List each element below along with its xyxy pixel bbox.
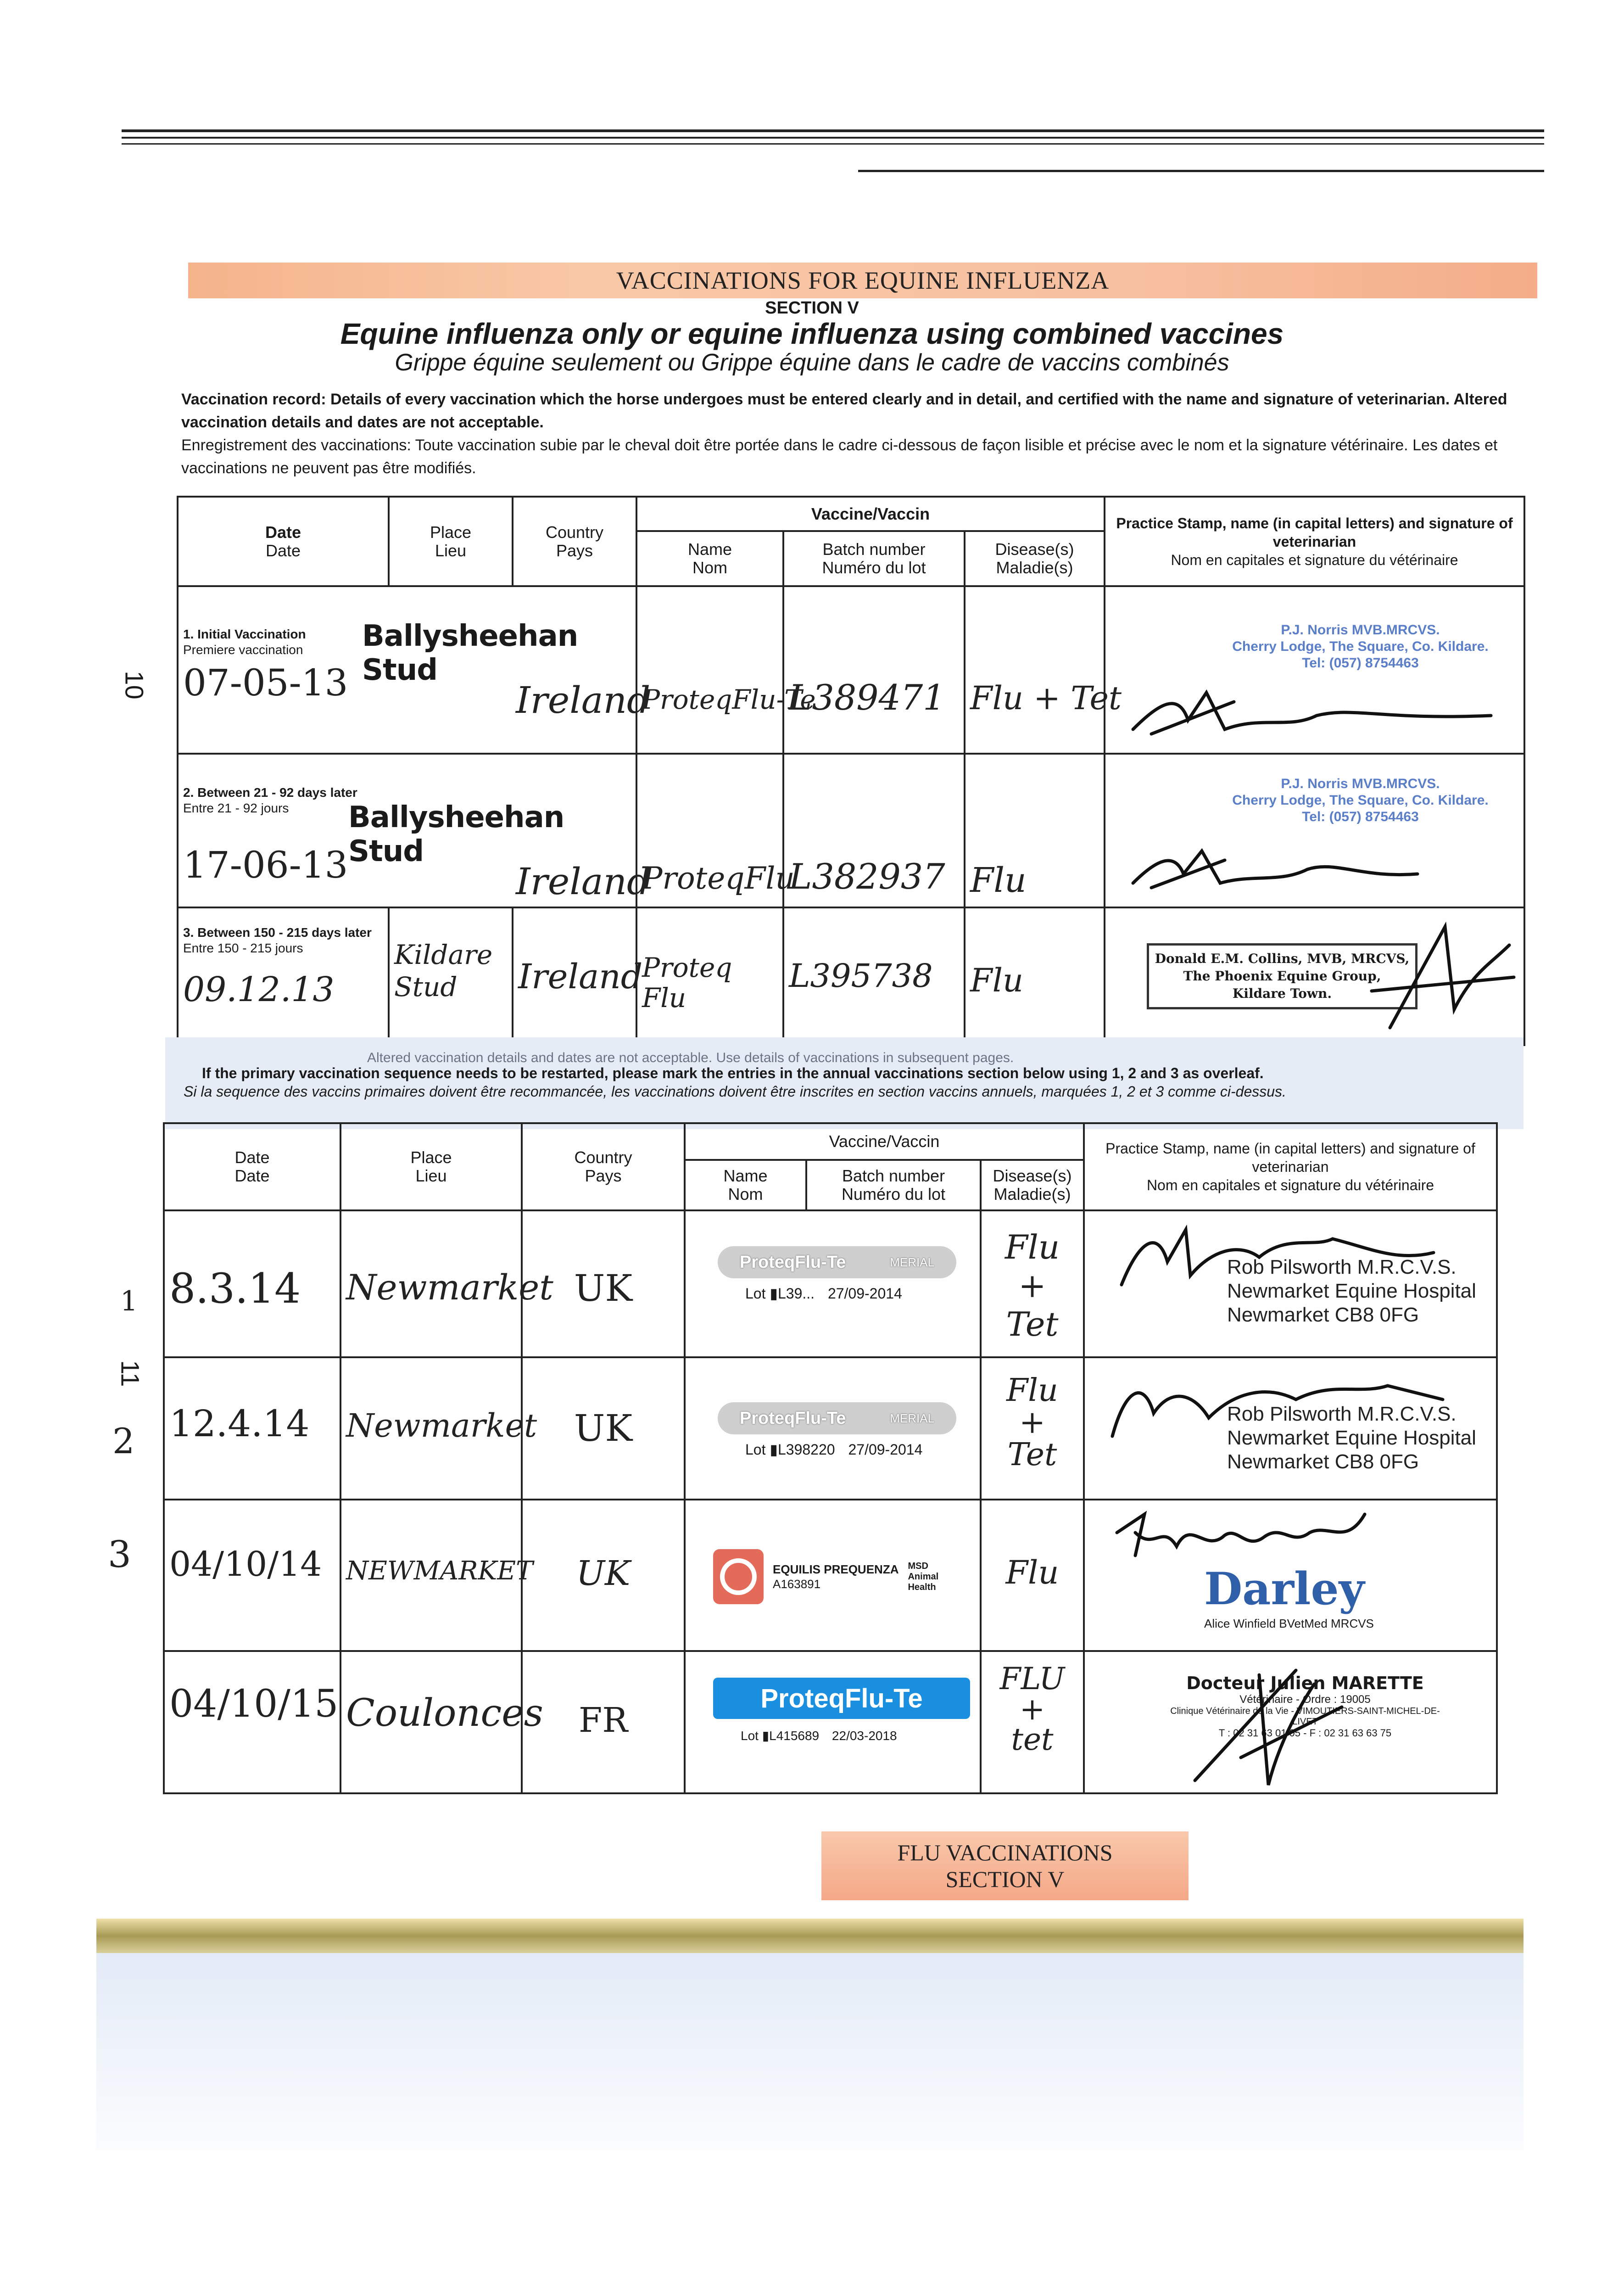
disease-value: Flu + Tet xyxy=(1006,1372,1058,1473)
disease-value: Flu xyxy=(1005,1554,1059,1591)
col-disease: Disease(s) Maladie(s) xyxy=(981,1160,1084,1210)
row-label-fr: Entre 21 - 92 jours xyxy=(183,801,289,815)
footer-label xyxy=(821,1831,1189,1900)
col-stamp: Practice Stamp, name (in capital letters) and signature of veterinarian Nom en capitales et signature du vétérinaire xyxy=(1084,1123,1497,1210)
col-date: Date Date xyxy=(164,1123,340,1210)
equilis-logo-icon xyxy=(713,1549,764,1604)
vaccine-name: ProteqFlu-Te xyxy=(739,1408,846,1428)
country-value: FR xyxy=(578,1701,628,1740)
batch-value: A163891 xyxy=(773,1577,821,1591)
place-value: Kildare Stud xyxy=(394,939,493,1002)
banner-title: VACCINATIONS FOR EQUINE INFLUENZA xyxy=(616,267,1110,294)
vaccine-name: ProteqFlu xyxy=(642,861,795,896)
col-vaccine: Vaccine/Vaccin xyxy=(636,497,1105,531)
title-fr: Grippe équine seulement ou Grippe équine dans le cadre de vaccins combinés xyxy=(395,349,1229,376)
country-value: Ireland xyxy=(518,957,643,996)
row-label-fr: Entre 150 - 215 jours xyxy=(183,941,303,955)
col-batch: Batch number Numéro du lot xyxy=(783,531,965,586)
col-country: Country Pays xyxy=(522,1123,685,1210)
col-batch: Batch number Numéro du lot xyxy=(806,1160,981,1210)
row-marker: 2 xyxy=(112,1421,135,1461)
place-stamp: Ballysheehan Stud xyxy=(362,619,578,687)
vaccine-sticker xyxy=(713,1678,970,1719)
vet-signature xyxy=(1124,833,1500,901)
vaccine-maker: MSD Animal Health xyxy=(908,1561,939,1592)
vet-details: Rob Pilsworth M.R.C.V.S. Newmarket Equine Hospital Newmarket CB8 0FG xyxy=(1227,1403,1476,1473)
date-value: 17-06-13 xyxy=(183,844,348,886)
table-row xyxy=(178,754,1524,907)
place-value: NEWMARKET xyxy=(346,1556,533,1586)
vet-details: Rob Pilsworth M.R.C.V.S. Newmarket Equine Hospital Newmarket CB8 0FG xyxy=(1227,1256,1476,1326)
col-disease: Disease(s) Maladie(s) xyxy=(965,531,1105,586)
row-marker: 1 xyxy=(120,1285,138,1317)
footer-line2: SECTION V xyxy=(945,1866,1065,1892)
table-row xyxy=(164,1210,1497,1357)
vet-name: Alice Winfield BVetMed MRCVS xyxy=(1204,1617,1374,1630)
footer-line1: FLU VACCINATIONS xyxy=(897,1840,1113,1865)
date-value: 07-05-13 xyxy=(183,661,348,704)
vet-signature xyxy=(1108,1505,1383,1560)
disease-value: Flu xyxy=(970,861,1027,900)
bottom-strip xyxy=(96,1919,1524,1953)
date-value: 12.4.14 xyxy=(169,1402,310,1445)
page-number-10: 10 xyxy=(120,671,149,700)
vet-signature xyxy=(1103,1367,1452,1441)
country-value: UK xyxy=(574,1267,633,1310)
date-value: 09.12.13 xyxy=(183,970,335,1009)
col-vaccine: Vaccine/Vaccin xyxy=(685,1123,1084,1160)
section-banner xyxy=(188,263,1537,298)
row-label: 3. Between 150 - 215 days later xyxy=(183,925,372,940)
place-value: Newmarket xyxy=(346,1267,553,1308)
note-altered: Altered vaccination details and dates are not acceptable. Use details of vaccinations in subsequent pages. xyxy=(367,1050,1014,1065)
primary-vaccination-table xyxy=(177,496,1525,1046)
col-name: Name Nom xyxy=(685,1160,806,1210)
vaccine-name: ProteqFlu-Te xyxy=(760,1683,923,1713)
col-place: Place Lieu xyxy=(389,497,513,586)
place-value: Newmarket xyxy=(346,1407,537,1444)
disease-value: Flu + Tet xyxy=(970,679,1122,717)
vet-signature xyxy=(1177,1657,1360,1790)
top-rule-3 xyxy=(122,143,1544,145)
date-value: 04/10/15 xyxy=(169,1682,339,1726)
vaccine-name: EQUILIS PREQUENZA xyxy=(773,1562,899,1576)
row-label: 2. Between 21 - 92 days later xyxy=(183,785,357,800)
title-en: Equine influenza only or equine influenza using combined vaccines xyxy=(340,317,1284,350)
vet-signature xyxy=(1124,674,1500,752)
col-place: Place Lieu xyxy=(340,1123,522,1210)
row-label: 1. Initial Vaccination xyxy=(183,627,306,641)
top-rule-4 xyxy=(858,170,1544,172)
table-row xyxy=(164,1500,1497,1651)
col-name: Name Nom xyxy=(636,531,783,586)
batch-line: Lot ▮L415689 22/03-2018 xyxy=(741,1729,897,1743)
top-rule-2 xyxy=(122,137,1544,139)
vaccine-name: Proteq Flu xyxy=(642,952,732,1013)
note-restart-en: If the primary vaccination sequence needs to be restarted, please mark the entries in the annual vaccinations section below using 1, 2 and 3 as overleaf. xyxy=(202,1065,1264,1081)
top-rule xyxy=(122,129,1544,132)
col-country: Country Pays xyxy=(513,497,636,586)
table-row xyxy=(164,1651,1497,1793)
vet-stamp: Docteur Julien MARETTE Vétérinaire - Ordre : 19005 Clinique Vétérinaire de la Vie - VIMOUTIERS-SAINT-MICHEL-DE-LIVET T : 02 31 63 01 05 - F : 02 31 63 63 75 xyxy=(1170,1673,1440,1739)
row-marker: 3 xyxy=(108,1533,131,1576)
practice-stamp: P.J. Norris MVB.MRCVS. Cherry Lodge, The Square, Co. Kildare. Tel: (057) 8754463 xyxy=(1232,776,1489,824)
disease-value: Flu xyxy=(970,962,1024,999)
vaccine-sticker xyxy=(718,1246,956,1278)
country-value: Ireland xyxy=(516,860,651,903)
practice-stamp: P.J. Norris MVB.MRCVS. Cherry Lodge, The Square, Co. Kildare. Tel: (057) 8754463 xyxy=(1232,622,1489,671)
practice-stamp: Donald E.M. Collins, MVB, MRCVS, The Phoenix Equine Group, Kildare Town. xyxy=(1147,943,1418,1009)
record-en: Vaccination record: Details of every vaccination which the horse undergoes must be entered clearly and in detail, and certified with the name and signature of veterinarian. Altered vaccination details and dates are not acceptable. xyxy=(181,391,1507,431)
col-date: Date Date xyxy=(178,497,389,586)
batch-line: Lot ▮L39... 27/09-2014 xyxy=(745,1285,902,1302)
vaccine-sticker xyxy=(718,1402,956,1434)
table-row xyxy=(178,586,1524,754)
disease-value: Flu + Tet xyxy=(1005,1228,1060,1343)
vet-signature xyxy=(1112,1220,1443,1294)
country-value: UK xyxy=(576,1554,631,1593)
darley-logo: Darley xyxy=(1204,1563,1365,1615)
disease-value: FLU + tet xyxy=(999,1661,1065,1757)
bottom-fade xyxy=(96,1953,1524,2150)
vet-signature xyxy=(1362,918,1518,1037)
row-label-fr: Premiere vaccination xyxy=(183,643,303,657)
batch-value: L395738 xyxy=(789,957,933,995)
table-row xyxy=(164,1357,1497,1500)
batch-line: Lot ▮L398220 27/09-2014 xyxy=(745,1441,923,1458)
page-number-11: 11 xyxy=(116,1360,145,1387)
vaccine-name: ProteqFlu-Te xyxy=(642,684,816,715)
country-value: UK xyxy=(574,1407,633,1450)
batch-value: L389471 xyxy=(789,677,945,718)
vaccine-maker: MERIAL xyxy=(890,1255,935,1269)
annual-vaccination-table xyxy=(163,1122,1498,1794)
col-stamp: Practice Stamp, name (in capital letters) and signature of veterinarian Nom en capitales et signature du vétérinaire xyxy=(1105,497,1524,586)
section-label: SECTION V xyxy=(765,298,859,318)
country-value: Ireland xyxy=(516,679,651,722)
date-value: 8.3.14 xyxy=(169,1265,301,1313)
record-fr: Enregistrement des vaccinations: Toute vaccination subie par le cheval doit être portée dans le cadre ci-dessous de façon lisible et précise avec le nom et la signature vétérinaire. Les dates et vaccinations ne peuvent pas être modifiés. xyxy=(181,437,1498,477)
table-row xyxy=(178,907,1524,1045)
place-stamp: Ballysheehan Stud xyxy=(348,800,564,868)
vaccine-name: ProteqFlu-Te xyxy=(739,1252,846,1272)
note-restart-fr: Si la sequence des vaccins primaires doivent être recommancée, les vaccinations doivent être inscrites en section vaccins annuels, marquées 1, 2 et 3 comme ci-dessus. xyxy=(184,1083,1286,1100)
place-value: Coulonces xyxy=(346,1691,543,1735)
date-value: 04/10/14 xyxy=(169,1545,322,1584)
vaccine-label xyxy=(713,1549,975,1604)
vaccine-maker: MERIAL xyxy=(890,1411,935,1425)
batch-value: L382937 xyxy=(789,856,945,897)
